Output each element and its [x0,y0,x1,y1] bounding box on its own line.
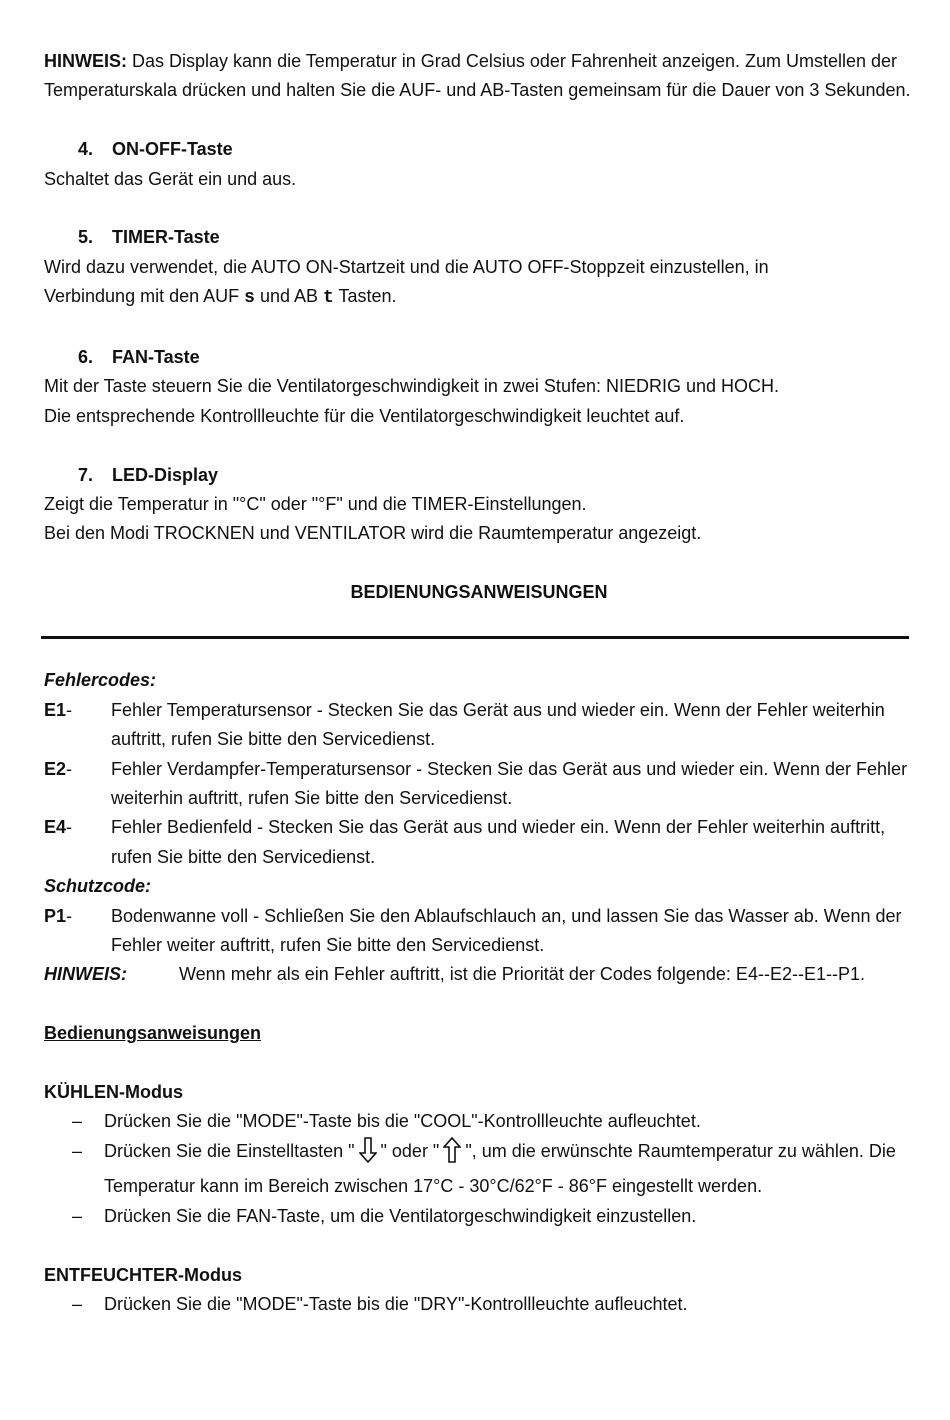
timer-text-c: Tasten. [333,286,397,307]
item-4-text: Schaltet das Gerät ein und aus. [44,168,297,189]
item-5-title: TIMER-Taste [112,227,220,248]
item-5-text-2 [44,282,914,313]
error-code-e1 [44,696,914,755]
down-symbol: t [323,288,334,309]
error-code-e2-label: E2- [44,758,73,779]
protection-code-p1-label: P1- [44,905,73,926]
error-code-e4-text: Fehler Bedienfeld - Stecken Sie das Gerät aus und wieder ein. Wenn der Fehler weiterhin auftritt, rufen Sie bitte den Servicedienst. [111,817,886,867]
item-6-title: FAN-Taste [112,347,200,368]
error-code-e4-label: E4- [44,817,73,838]
hinweis-priority-text: Wenn mehr als ein Fehler auftritt, ist die Priorität der Codes folgende: E4--E2--E1--P1. [179,964,865,985]
error-code-e4-code: E4 [44,817,67,838]
item-7-text-1: Zeigt die Temperatur in "°C" oder "°F" und die TIMER-Einstellungen. [44,494,587,515]
timer-text-a: Verbindung mit den AUF [44,286,245,307]
item-7-text-2: Bei den Modi TROCKNEN und VENTILATOR wird die Raumtemperatur angezeigt. [44,523,702,544]
document-page [44,47,914,1319]
schutzcode-label: Schutzcode: [44,876,152,897]
entfeuchter-title: ENTFEUCHTER-Modus [44,1264,242,1285]
kuehlen-step-1-text: Drücken Sie die "MODE"-Taste bis die "COOL"-Kontrollleuchte aufleuchtet. [104,1111,701,1132]
item-4-number: 4. [78,139,94,160]
kuehlen-step-2-text [104,1137,914,1202]
hinweis-text: Das Display kann die Temperatur in Grad Celsius oder Fahrenheit anzeigen. Zum Umstellen der Temperaturskala drücken und halten Sie die AUF- und AB-Tasten gemeinsam für die Dauer von 3 Sekunden. [44,51,911,101]
item-7-number: 7. [78,464,94,485]
section-divider [41,636,909,639]
error-code-e2 [44,755,914,814]
item-5-number: 5. [78,227,94,248]
item-4-title: ON-OFF-Taste [112,139,233,160]
error-code-e1-label: E1- [44,699,73,720]
kuehlen-step-3-text: Drücken Sie die FAN-Taste, um die Ventilatorgeschwindigkeit einzustellen. [104,1205,697,1226]
section-title: BEDIENUNGSANWEISUNGEN [350,582,608,603]
item-6-text-2: Die entsprechende Kontrollleuchte für die Ventilatorgeschwindigkeit leuchtet auf. [44,405,685,426]
error-code-e2-text: Fehler Verdampfer-Temperatursensor - Stecken Sie das Gerät aus und wieder ein. Wenn der Fehler weiterhin auftritt, rufen Sie bitte den Servicedienst. [111,758,908,809]
entfeuchter-step-1-text: Drücken Sie die "MODE"-Taste bis die "DRY"-Kontrollleuchte aufleuchtet. [104,1293,688,1314]
item-6-text-1: Mit der Taste steuern Sie die Ventilatorgeschwindigkeit in zwei Stufen: NIEDRIG und HOCH. [44,376,780,397]
hinweis-priority-label: HINWEIS: [44,964,127,985]
item-7-title: LED-Display [112,464,219,485]
bullet-dash: – [72,1293,83,1314]
protection-code-p1 [44,902,914,961]
kuehlen-step-2-part-a: Drücken Sie die Einstelltasten " [104,1140,355,1161]
hinweis-priority [44,960,914,989]
item-6-number: 6. [78,347,94,368]
bullet-dash: – [72,1140,83,1161]
kuehlen-step-2 [36,1137,914,1202]
item-4-heading [44,135,914,164]
up-symbol: s [244,288,255,309]
entfeuchter-step-1 [36,1290,914,1319]
error-code-e4 [44,813,914,872]
item-7-heading [44,461,914,490]
kuehlen-step-3 [36,1202,914,1231]
hinweis-paragraph [44,47,914,106]
arrow-up-outline-icon [443,1137,461,1172]
timer-text-b: und AB [254,286,323,307]
fehlercodes-label: Fehlercodes: [44,670,157,691]
kuehlen-step-1 [36,1107,914,1136]
protection-code-p1-code: P1 [44,905,67,926]
bedienung-heading: Bedienungsanweisungen [44,1023,262,1044]
kuehlen-title: KÜHLEN-Modus [44,1082,183,1103]
arrow-down-outline-icon [359,1137,377,1172]
error-code-e2-code: E2 [44,758,67,779]
kuehlen-step-2-part-c: ", um die erwünschte Raumtemperatur zu wählen. Die Temperatur kann im Bereich zwischen 17°C - 30°C/62°F - 86°F eingestellt werden. [104,1140,896,1197]
bullet-dash: – [72,1205,83,1226]
bullet-dash: – [72,1111,83,1132]
item-5-text-1: Wird dazu verwendet, die AUTO ON-Startzeit und die AUTO OFF-Stoppzeit einzustellen, in [44,256,769,277]
hinweis-label: HINWEIS: [44,51,127,71]
item-5-heading [44,223,914,252]
error-code-e1-text: Fehler Temperatursensor - Stecken Sie das Gerät aus und wieder ein. Wenn der Fehler weiterhin auftritt, rufen Sie bitte den Servicedienst. [111,699,885,750]
item-6-heading [44,343,914,372]
kuehlen-step-2-part-b: " oder " [380,1140,440,1161]
error-code-e1-code: E1 [44,699,67,720]
protection-code-p1-text: Bodenwanne voll - Schließen Sie den Ablaufschlauch an, und lassen Sie das Wasser ab. Wenn der Fehler weiter auftritt, rufen Sie bitte den Servicedienst. [111,905,902,956]
